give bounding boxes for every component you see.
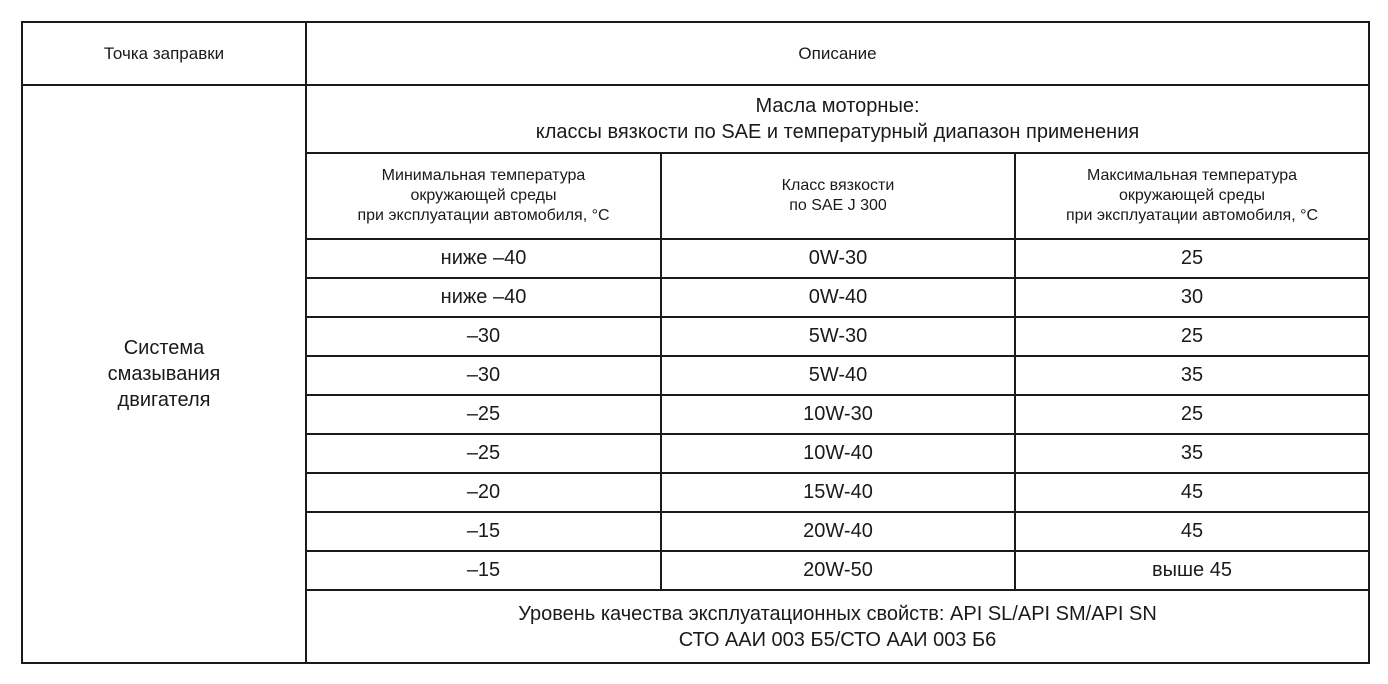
- max-temp-cell: 35: [1015, 356, 1369, 395]
- section-title-line: Масла моторные:: [755, 95, 920, 117]
- viscosity-cell: 5W-40: [661, 356, 1015, 395]
- min-temp-cell: –30: [306, 356, 661, 395]
- min-temp-cell: –25: [306, 395, 661, 434]
- max-temp-cell: выше 45: [1015, 551, 1369, 590]
- min-temp-cell: –15: [306, 551, 661, 590]
- viscosity-cell: 0W-40: [661, 278, 1015, 317]
- viscosity-cell: 10W-40: [661, 434, 1015, 473]
- header-description: Описание: [306, 22, 1369, 85]
- max-temp-cell: 30: [1015, 278, 1369, 317]
- viscosity-cell: 15W-40: [661, 473, 1015, 512]
- viscosity-cell: 5W-30: [661, 317, 1015, 356]
- min-temp-cell: –20: [306, 473, 661, 512]
- quality-footer: [306, 590, 1369, 663]
- viscosity-cell: 20W-40: [661, 512, 1015, 551]
- viscosity-cell: 0W-30: [661, 239, 1015, 278]
- quality-line: Уровень качества эксплуатационных свойств: API SL/API SM/API SN: [518, 602, 1157, 625]
- subheader-line: по SAE J 300: [789, 197, 887, 214]
- min-temp-cell: ниже –40: [306, 239, 661, 278]
- subheader-max-temp: [1015, 153, 1369, 239]
- subheader-line: Класс вязкости: [781, 177, 895, 194]
- max-temp-cell: 25: [1015, 239, 1369, 278]
- oil-spec-table-wrapper: [21, 21, 1370, 664]
- subheader-line: окружающей среды: [1119, 187, 1265, 204]
- max-temp-cell: 45: [1015, 473, 1369, 512]
- section-title: [306, 85, 1369, 153]
- header-row: [22, 22, 1369, 85]
- max-temp-cell: 25: [1015, 395, 1369, 434]
- oil-spec-table: [21, 21, 1370, 664]
- subheader-min-temp: [306, 153, 661, 239]
- max-temp-cell: 45: [1015, 512, 1369, 551]
- subheader-line: при эксплуатации автомобиля, °С: [1065, 207, 1319, 224]
- section-title-line: классы вязкости по SAE и температурный диапазон применения: [535, 121, 1140, 143]
- section-title-row: [22, 85, 1369, 153]
- subheader-line: окружающей среды: [410, 187, 557, 204]
- fill-point-line: Система: [123, 337, 205, 359]
- header-fill-point: Точка заправки: [22, 22, 306, 85]
- max-temp-cell: 25: [1015, 317, 1369, 356]
- subheader-line: Максимальная температура: [1086, 167, 1298, 184]
- min-temp-cell: –30: [306, 317, 661, 356]
- subheader-viscosity: [661, 153, 1015, 239]
- min-temp-cell: ниже –40: [306, 278, 661, 317]
- subheader-line: Минимальная температура: [381, 167, 586, 184]
- fill-point-line: двигателя: [117, 389, 211, 411]
- min-temp-cell: –15: [306, 512, 661, 551]
- min-temp-cell: –25: [306, 434, 661, 473]
- subheader-line: при эксплуатации автомобиля, °С: [357, 207, 610, 224]
- fill-point-line: смазывания: [107, 363, 221, 385]
- quality-line: СТО ААИ 003 Б5/СТО ААИ 003 Б6: [678, 628, 997, 651]
- viscosity-cell: 10W-30: [661, 395, 1015, 434]
- viscosity-cell: 20W-50: [661, 551, 1015, 590]
- max-temp-cell: 35: [1015, 434, 1369, 473]
- fill-point-cell: [22, 85, 306, 663]
